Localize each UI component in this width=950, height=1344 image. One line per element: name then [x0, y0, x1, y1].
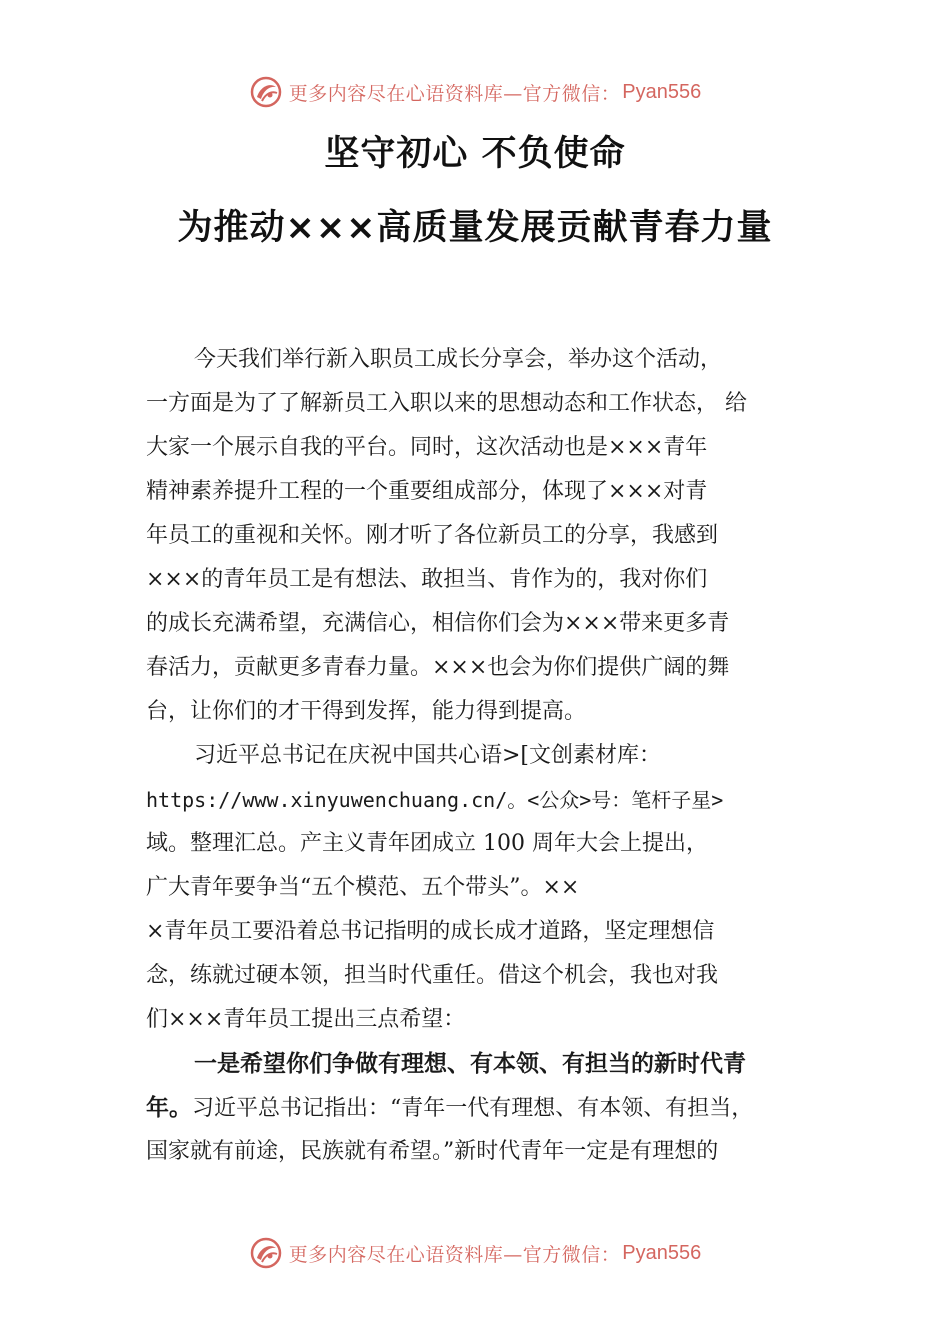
point-one-heading-end: 年。 — [146, 1095, 192, 1121]
watermark-text: 更多内容尽在心语资料库—官方微信： — [288, 1243, 621, 1266]
red-swirl-logo-icon — [249, 75, 283, 109]
body-line: 广大青年要争当“五个模范、五个带头”。×× — [146, 875, 580, 900]
body-line: ×青年员工要沿着总书记指明的成长成才道路，坚定理想信 — [146, 919, 715, 944]
document-title-line-1: 坚守初心 不负使命 — [324, 134, 626, 174]
body-line: 春活力，贡献更多青春力量。×××也会为你们提供广阔的舞 — [146, 655, 730, 680]
body-line-mixed — [146, 1086, 826, 1130]
body-line: 台，让你们的才干得到发挥，能力得到提高。 — [146, 699, 587, 724]
document-body — [146, 338, 826, 1174]
body-line: 今天我们举行新入职员工成长分享会，举办这个活动， — [194, 347, 723, 372]
body-line: 念，练就过硬本领，担当时代重任。借这个机会，我也对我 — [146, 963, 719, 988]
point-one-heading: 一是希望你们争做有理想、有本领、有担当的新时代青 — [194, 1051, 746, 1077]
body-line: 一方面是为了了解新员工入职以来的思想动态和工作状态， 给 — [146, 391, 747, 416]
body-line: 大家一个展示自我的平台。同时，这次活动也是×××青年 — [146, 435, 708, 460]
body-line: 习近平总书记在庆祝中国共心语>[文创素材库： — [194, 743, 662, 768]
watermark-banner-bottom — [0, 1231, 950, 1275]
watermark-banner-top — [0, 70, 950, 114]
body-line: 国家就有前途，民族就有希望。”新时代青年一定是有理想的 — [146, 1139, 719, 1164]
body-line: ×××的青年员工是有想法、敢担当、肯作为的，我对你们 — [146, 567, 708, 592]
body-line-text: 习近平总书记指出：“青年一代有理想、有本领、有担当， — [192, 1096, 754, 1121]
body-line: 们×××青年员工提出三点希望： — [146, 1007, 466, 1032]
source-url-line: https://www.xinyuwenchuang.cn/。<公众>号：笔杆子星> — [146, 788, 724, 812]
watermark-wechat-id: Pyan556 — [622, 1241, 702, 1264]
body-line: 年员工的重视和关怀。刚才听了各位新员工的分享，我感到 — [146, 523, 719, 548]
document-title-line-2: 为推动×××高质量发展贡献青春力量 — [177, 208, 773, 248]
body-line: 域。整理汇总。产主义青年团成立 100 周年大会上提出， — [146, 831, 708, 856]
red-swirl-logo-icon — [249, 1236, 283, 1270]
body-line: 的成长充满希望，充满信心，相信你们会为×××带来更多青 — [146, 611, 730, 636]
watermark-wechat-id: Pyan556 — [622, 80, 702, 103]
body-line: 精神素养提升工程的一个重要组成部分，体现了×××对青 — [146, 479, 708, 504]
watermark-text: 更多内容尽在心语资料库—官方微信： — [288, 82, 621, 105]
